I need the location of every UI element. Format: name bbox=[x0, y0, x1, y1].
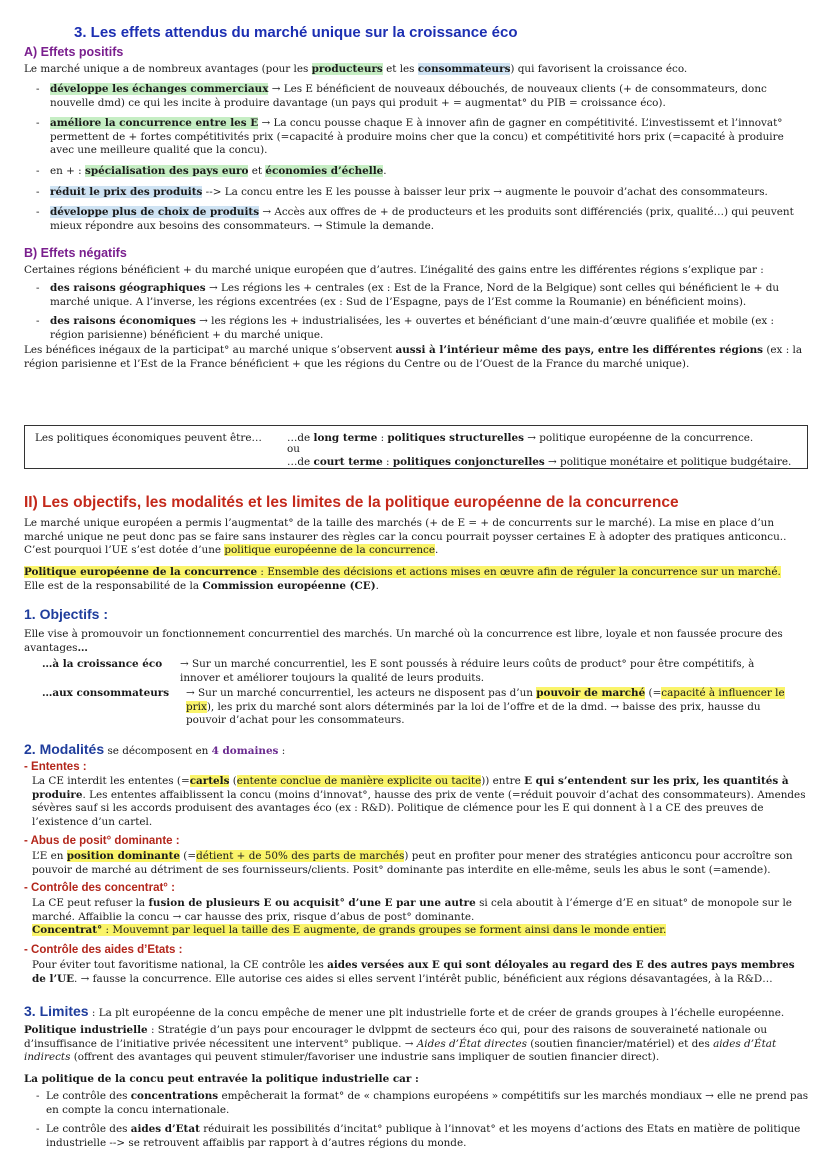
limits-intro: La politique de la concu peut entravée la politique industrielle car : bbox=[24, 1073, 419, 1085]
box-short-term: …de court terme : politiques conjoncturelles → politique monétaire et politique budgétaire. bbox=[287, 456, 792, 468]
box-long-term: …de long terme : politiques structurelles → politique européenne de la concurrence. bbox=[287, 432, 754, 444]
negative-effects-list bbox=[24, 282, 810, 342]
objective-growth: …à la croissance éco → Sur un marché concurrentiel, les E sont poussés à réduire leurs coûts de product° pour être compétitifs, à innover et améliorer toujours la qualité de leurs produits. bbox=[42, 658, 755, 684]
state-aid-heading: - Contrôle des aides d’Etats : bbox=[24, 944, 183, 956]
dominant-position-heading: - Abus de posit° dominante : bbox=[24, 835, 180, 847]
part-2-intro: Le marché unique européen a permis l’augmentat° de la taille des marchés (+ de E = + de concurrents sur le marché). La mise en place d’un marché unique ne peut donc pas se faire sans instaurer des règles car la concu pourrait poysser certaines E à adopter des pratiques anticoncu.. C’est pourquoi l’UE s’est dotée d’une politique européenne de la concurrence. bbox=[24, 517, 787, 557]
list-item: - Le contrôle des concentrations empêcherait la format° de « champions européens » compétitifs sur les marchés mondiaux → elle ne prend pas en compte la concu internationale. bbox=[36, 1090, 809, 1116]
positive-effects-intro: Le marché unique a de nombreux avantages (pour les producteurs et les consommateurs) qui favorisent la croissance éco. bbox=[24, 63, 688, 75]
negative-effects-intro: Certaines régions bénéficient + du marché unique européen que d’autres. L’inégalité des gains entre les différentes régions s’explique par : bbox=[24, 264, 764, 276]
list-item: - réduit le prix des produits --> La concu entre les E les pousse à baisser leur prix → augmente le pouvoir d’achat des consommateurs. bbox=[36, 185, 768, 198]
objectives-heading: 1. Objectifs : bbox=[24, 606, 109, 622]
objective-consumers: …aux consommateurs → Sur un marché concurrentiel, les acteurs ne disposent pas d’un pouvoir de marché (=capacité à influencer le prix), les prix du marché sont alors déterminés par la loi de l’offre et de la dmd. → baisse des prix, hausse du pouvoir d’achat pour les consommateurs. bbox=[42, 687, 785, 727]
negative-effects-heading: B) Effets négatifs bbox=[24, 246, 127, 260]
ententes-heading: - Ententes : bbox=[24, 761, 87, 773]
list-item: - développe plus de choix de produits → Accès aux offres de + de producteurs et les produits sont différenciés (prix, qualité…) qui peuvent mieux répondre aux besoins des consommateurs. → Stimule la demande. bbox=[36, 206, 794, 232]
list-item: - en + : spécialisation des pays euro et économies d’échelle. bbox=[36, 164, 387, 177]
positive-effects-heading: A) Effets positifs bbox=[24, 45, 124, 59]
list-item: - des raisons géographiques → Les régions les + centrales (ex : Est de la France, Nord de la Belgique) sont celles qui bénéficient le + du marché unique. A l’inverse, les régions excentrées (ex : Sud de l’Espagne, pays de l’Est comme la Roumanie) en bénéficient moins). bbox=[36, 282, 780, 308]
list-item: - développe les échanges commerciaux → Les E bénéficient de nouveaux débouchés, de nouveaux clients (+ de consommateurs, donc nouvelle dmd) ce qui les incite à produire davantage (un pays qui produit + = augmentat° du PIB = croissance éco). bbox=[36, 83, 767, 109]
dominant-position-text: L’E en position dominante (=détient + de 50% des parts de marchés) peut en profiter pour mener des stratégies anticoncu pour accroître son pouvoir de marché au détriment de ses fournisseurs/clients. Posit° dominante pas interdite en elle-même, seuls les abus le sont (=amende). bbox=[32, 850, 793, 876]
objectives-intro: Elle vise à promouvoir un fonctionnement concurrentiel des marchés. Un marché où la concurrence est libre, loyale et non faussée procure des avantages… bbox=[24, 628, 783, 654]
list-item: - des raisons économiques → les régions les + industrialisées, les + ouvertes et bénéficiant d’une main-d’œuvre qualifiée et mobile (ex : région parisienne) bénéficient + du marché unique. bbox=[36, 315, 775, 341]
limits-heading: 3. Limites : La plt européenne de la concu empêche de mener une plt industrielle forte et de créer de grands groupes à l’échelle européenne. bbox=[24, 1003, 785, 1019]
negative-effects-conclusion: Les bénéfices inégaux de la participat° au marché unique s’observent aussi à l’intérieur même des pays, entre les différentes régions (ex : la région parisienne et l’Est de la France bénéficient + que les régions du Centre ou de l’Ouest de la France du marché unique). bbox=[24, 344, 803, 370]
industrial-policy-definition: Politique industrielle : Stratégie d’un pays pour encourager le dvlppmt de secteurs éco qui, pour des raisons de souveraineté nationale ou d’insuffisance de l’initiative privée nécessitent une intervent° publique. → Aides d’État directes (soutien financier/matériel) et des aides d’État indirects (offrent des avantages qui peuvent stimuler/favoriser une industrie sans impliquer de soutien financier direct). bbox=[24, 1024, 777, 1064]
section-3-title: 3. Les effets attendus du marché unique sur la croissance éco bbox=[74, 24, 518, 41]
competition-policy-definition: Politique européenne de la concurrence : Ensemble des décisions et actions mises en œuvre afin de réguler la concurrence sur un marché. Elle est de la responsabilité de la Commission européenne (CE). bbox=[24, 566, 781, 592]
modalities-heading: 2. Modalités se décomposent en 4 domaines : bbox=[24, 741, 286, 757]
list-item: - Le contrôle des aides d’Etat réduirait les possibilités d’incitat° publique à l’innovat° et les moyens d’actions des Etats en matière de politique industrielle --> se retrouvent affaiblis par rapport à d’autres régions du monde. bbox=[36, 1123, 801, 1149]
concentration-heading: - Contrôle des concentrat° : bbox=[24, 882, 175, 894]
box-label: Les politiques économiques peuvent être… bbox=[35, 432, 262, 444]
limits-list bbox=[24, 1090, 810, 1150]
part-2-title: II) Les objectifs, les modalités et les limites de la politique européenne de la concurrence bbox=[24, 494, 679, 511]
positive-effects-list bbox=[24, 83, 810, 233]
economic-policies-box bbox=[24, 425, 808, 469]
list-item: - améliore la concurrence entre les E → La concu pousse chaque E à innover afin de gagner en compétitivité. L’investissemt et l’innovat° permettent de + fortes compétitivités prix (=capacité à produire moins cher que la concu) et compétitivité hors prix (=capacité à produire avec une meilleure qualité que la concu). bbox=[36, 117, 784, 157]
box-or: ou bbox=[287, 443, 300, 455]
ententes-text: La CE interdit les ententes (=cartels (entente conclue de manière explicite ou tacite)) entre E qui s’entendent sur les prix, les quantités à produire. Les ententes affaiblissent la concu (moins d’innovat°, hausse des prix de vente (=réduit pouvoir d’achat des consommateurs). Amendes sévères sauf si les accords produisent des avantages éco (ex : R&D). Politique de clémence pour les E qui donnent à l a CE des preuves de l’existence d’un cartel. bbox=[32, 775, 806, 828]
concentration-text: La CE peut refuser la fusion de plusieurs E ou acquisit° d’une E par une autre si cela aboutit à l’émerge d’E en situat° de monopole sur le marché. Affaiblie la concu → car hausse des prix, risque d’abus de post° dominante. Concentrat° : Mouvemnt par lequel la taille des E augmente, de grands groupes se forment ainsi dans le monde entier. bbox=[32, 897, 792, 937]
state-aid-text: Pour éviter tout favoritisme national, la CE contrôle les aides versées aux E qui sont déloyales au regard des E des autres pays membres de l’UE. → fausse la concurrence. Elle autorise ces aides si elles servent l’intérêt public, bénéficient aux régions désavantagées, à la R&D… bbox=[32, 959, 795, 985]
